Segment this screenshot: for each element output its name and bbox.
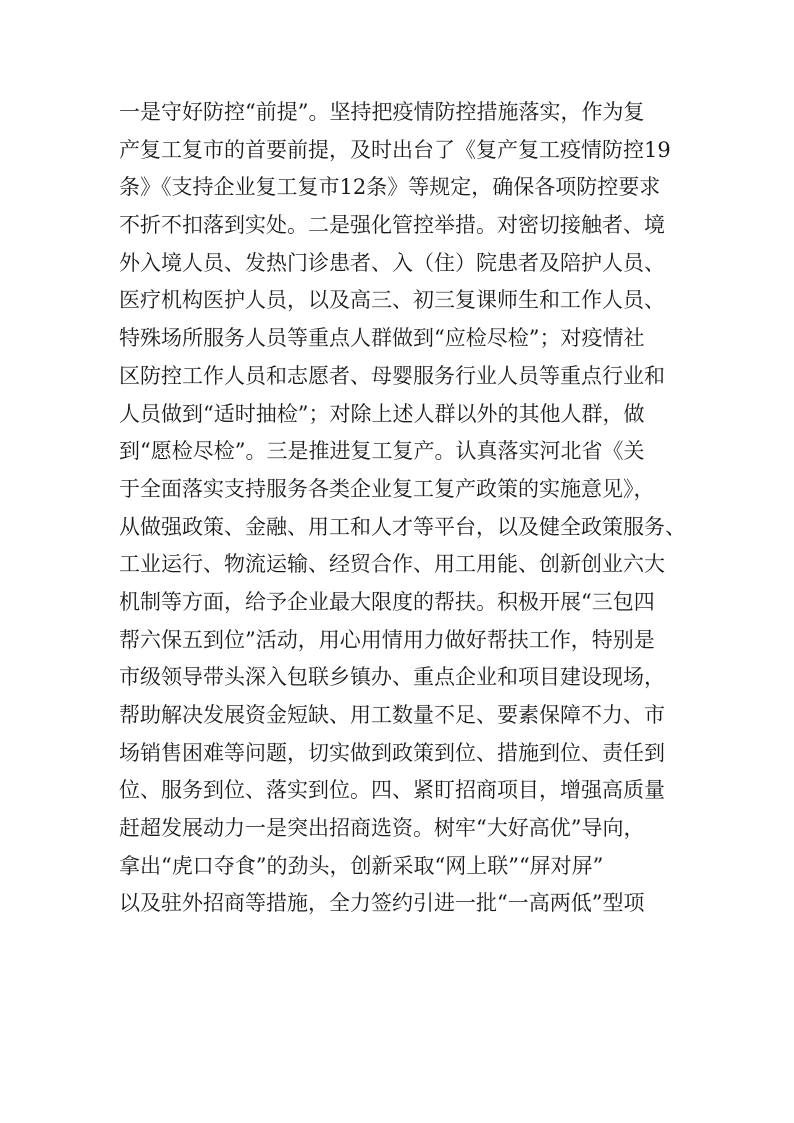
text-line: 人员做到“适时抽检”；对除上述人群以外的其他人群，做	[119, 401, 645, 426]
text-line: 外入境人员、发热门诊患者、入（住）院患者及陪护人员、	[119, 250, 665, 275]
body-text	[119, 94, 689, 923]
text-line: 场销售困难等问题，切实做到政策到位、措施到位、责任到	[119, 740, 665, 765]
text-line: 一是守好防控“前提”。坚持把疫情防控措施落实，作为复	[119, 100, 645, 124]
text-line: 机制等方面，给予企业最大限度的帮扶。积极开展“三包四	[119, 589, 655, 614]
text-line: 位、服务到位、落实到位。四、紧盯招商项目，增强高质量	[119, 778, 665, 803]
text-line: 从做强政策、金融、用工和人才等平台，以及健全政策服务、	[119, 514, 686, 539]
text-line: 条》《支持企业复工复市12条》等规定，确保各项防控要求	[119, 175, 661, 200]
text-line: 市级领导带头深入包联乡镇办、重点企业和项目建设现场，	[119, 665, 665, 690]
text-line: 帮助解决发展资金短缺、用工数量不足、要素保障不力、市	[119, 703, 665, 727]
text-line: 赶超发展动力一是突出招商选资。树牢“大好高优”导向，	[119, 816, 645, 841]
text-line: 区防控工作人员和志愿者、母婴服务行业人员等重点行业和	[119, 363, 665, 388]
text-line: 特殊场所服务人员等重点人群做到“应检尽检”；对疫情社	[119, 326, 645, 351]
text-line: 帮六保五到位”活动，用心用情用力做好帮扶工作，特别是	[119, 627, 655, 652]
text-line: 到“愿检尽检”。三是推进复工复产。认真落实河北省《关	[119, 439, 645, 464]
text-line: 工业运行、物流运输、经贸合作、用工用能、创新创业六大	[119, 552, 665, 577]
text-line: 于全面落实支持服务各类企业复工复产政策的实施意见》，	[119, 476, 655, 501]
text-line: 拿出“虎口夺食”的劲头，创新采取“网上联”“屏对屏”	[119, 853, 604, 878]
text-line: 以及驻外招商等措施，全力签约引进一批“一高两低”型项	[119, 891, 645, 916]
text-line: 不折不扣落到实处。二是强化管控举措。对密切接触者、境	[119, 213, 665, 238]
text-line: 产复工复市的首要前提，及时出台了《复产复工疫情防控19	[119, 137, 671, 162]
text-line: 医疗机构医护人员，以及高三、初三复课师生和工作人员、	[119, 288, 665, 313]
